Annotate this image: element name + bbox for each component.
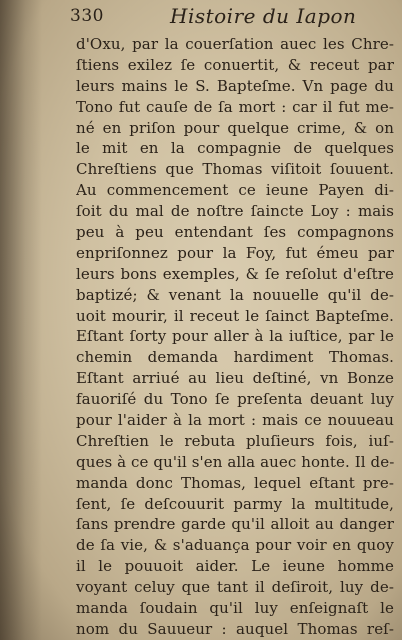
text-line: baptizé; & venant la nouuelle qu'il de- bbox=[76, 285, 394, 304]
text-line: leurs mains le S. Bapteſme. Vn page du bbox=[76, 76, 394, 95]
text-line: ques à ce qu'il s'en alla auec honte. Il de- bbox=[76, 452, 394, 471]
text-line: d'Oxu, par la couerſation auec les Chre- bbox=[76, 35, 394, 53]
text-line: voyant celuy que tant il deſiroit, luy de- bbox=[76, 578, 394, 597]
text-line: Eſtant arriué au lieu deſtiné, vn Bonze bbox=[76, 369, 394, 388]
text-line: Chreſtien le rebuta pluſieurs fois, iuſ- bbox=[76, 431, 394, 450]
text-line: de ſa vie, & s'aduança pour voir en quoy bbox=[76, 536, 394, 555]
text-line: ſans prendre garde qu'il alloit au danger bbox=[76, 515, 394, 534]
text-line: chemin demanda hardiment Thomas. bbox=[76, 348, 394, 367]
page-number: 330 bbox=[70, 6, 104, 26]
text-line: il le pouuoit aider. Le ieune homme bbox=[76, 557, 394, 576]
text-line: ſent, ſe deſcouurit parmy la multitude, bbox=[76, 494, 394, 513]
text-line: peu à peu entendant ſes compagnons bbox=[76, 223, 394, 242]
text-line: uoit mourir, il receut le ſainct Bapteſme. bbox=[76, 306, 394, 325]
text-line: manda donc Thomas, lequel eſtant pre- bbox=[76, 473, 394, 492]
text-line: le mit en la compagnie de quelques bbox=[76, 139, 394, 158]
text-line: nom du Sauueur : auquel Thomas reſ- bbox=[76, 619, 394, 638]
text-line: pour l'aider à la mort : mais ce nouueau bbox=[76, 411, 394, 430]
text-line: enpriſonnez pour la Foy, fut émeu par bbox=[76, 243, 394, 262]
body-text bbox=[76, 34, 394, 640]
text-line: leurs bons exemples, & ſe reſolut d'eſtre bbox=[76, 264, 394, 283]
running-title: Histoire du Iapon bbox=[170, 4, 357, 28]
text-line: Chreſtiens que Thomas viſitoit ſouuent. bbox=[76, 160, 394, 179]
text-line: Eſtant ſorty pour aller à la iuſtice, par le bbox=[76, 327, 394, 346]
text-line: manda ſoudain qu'il luy enſeignaſt le bbox=[76, 599, 394, 618]
text-line: né en priſon pour quelque crime, & on bbox=[76, 118, 394, 137]
text-line: ſoit du mal de noſtre ſaincte Loy : mais bbox=[76, 202, 394, 221]
text-line: fauoriſé du Tono ſe preſenta deuant luy bbox=[76, 390, 394, 409]
page-header bbox=[70, 4, 380, 30]
text-line: ſtiens exilez ſe conuertit, & receut par bbox=[76, 55, 394, 74]
text-line: Au commencement ce ieune Payen di- bbox=[76, 181, 394, 200]
text-line: Tono fut cauſe de ſa mort : car il fut me- bbox=[76, 97, 394, 116]
